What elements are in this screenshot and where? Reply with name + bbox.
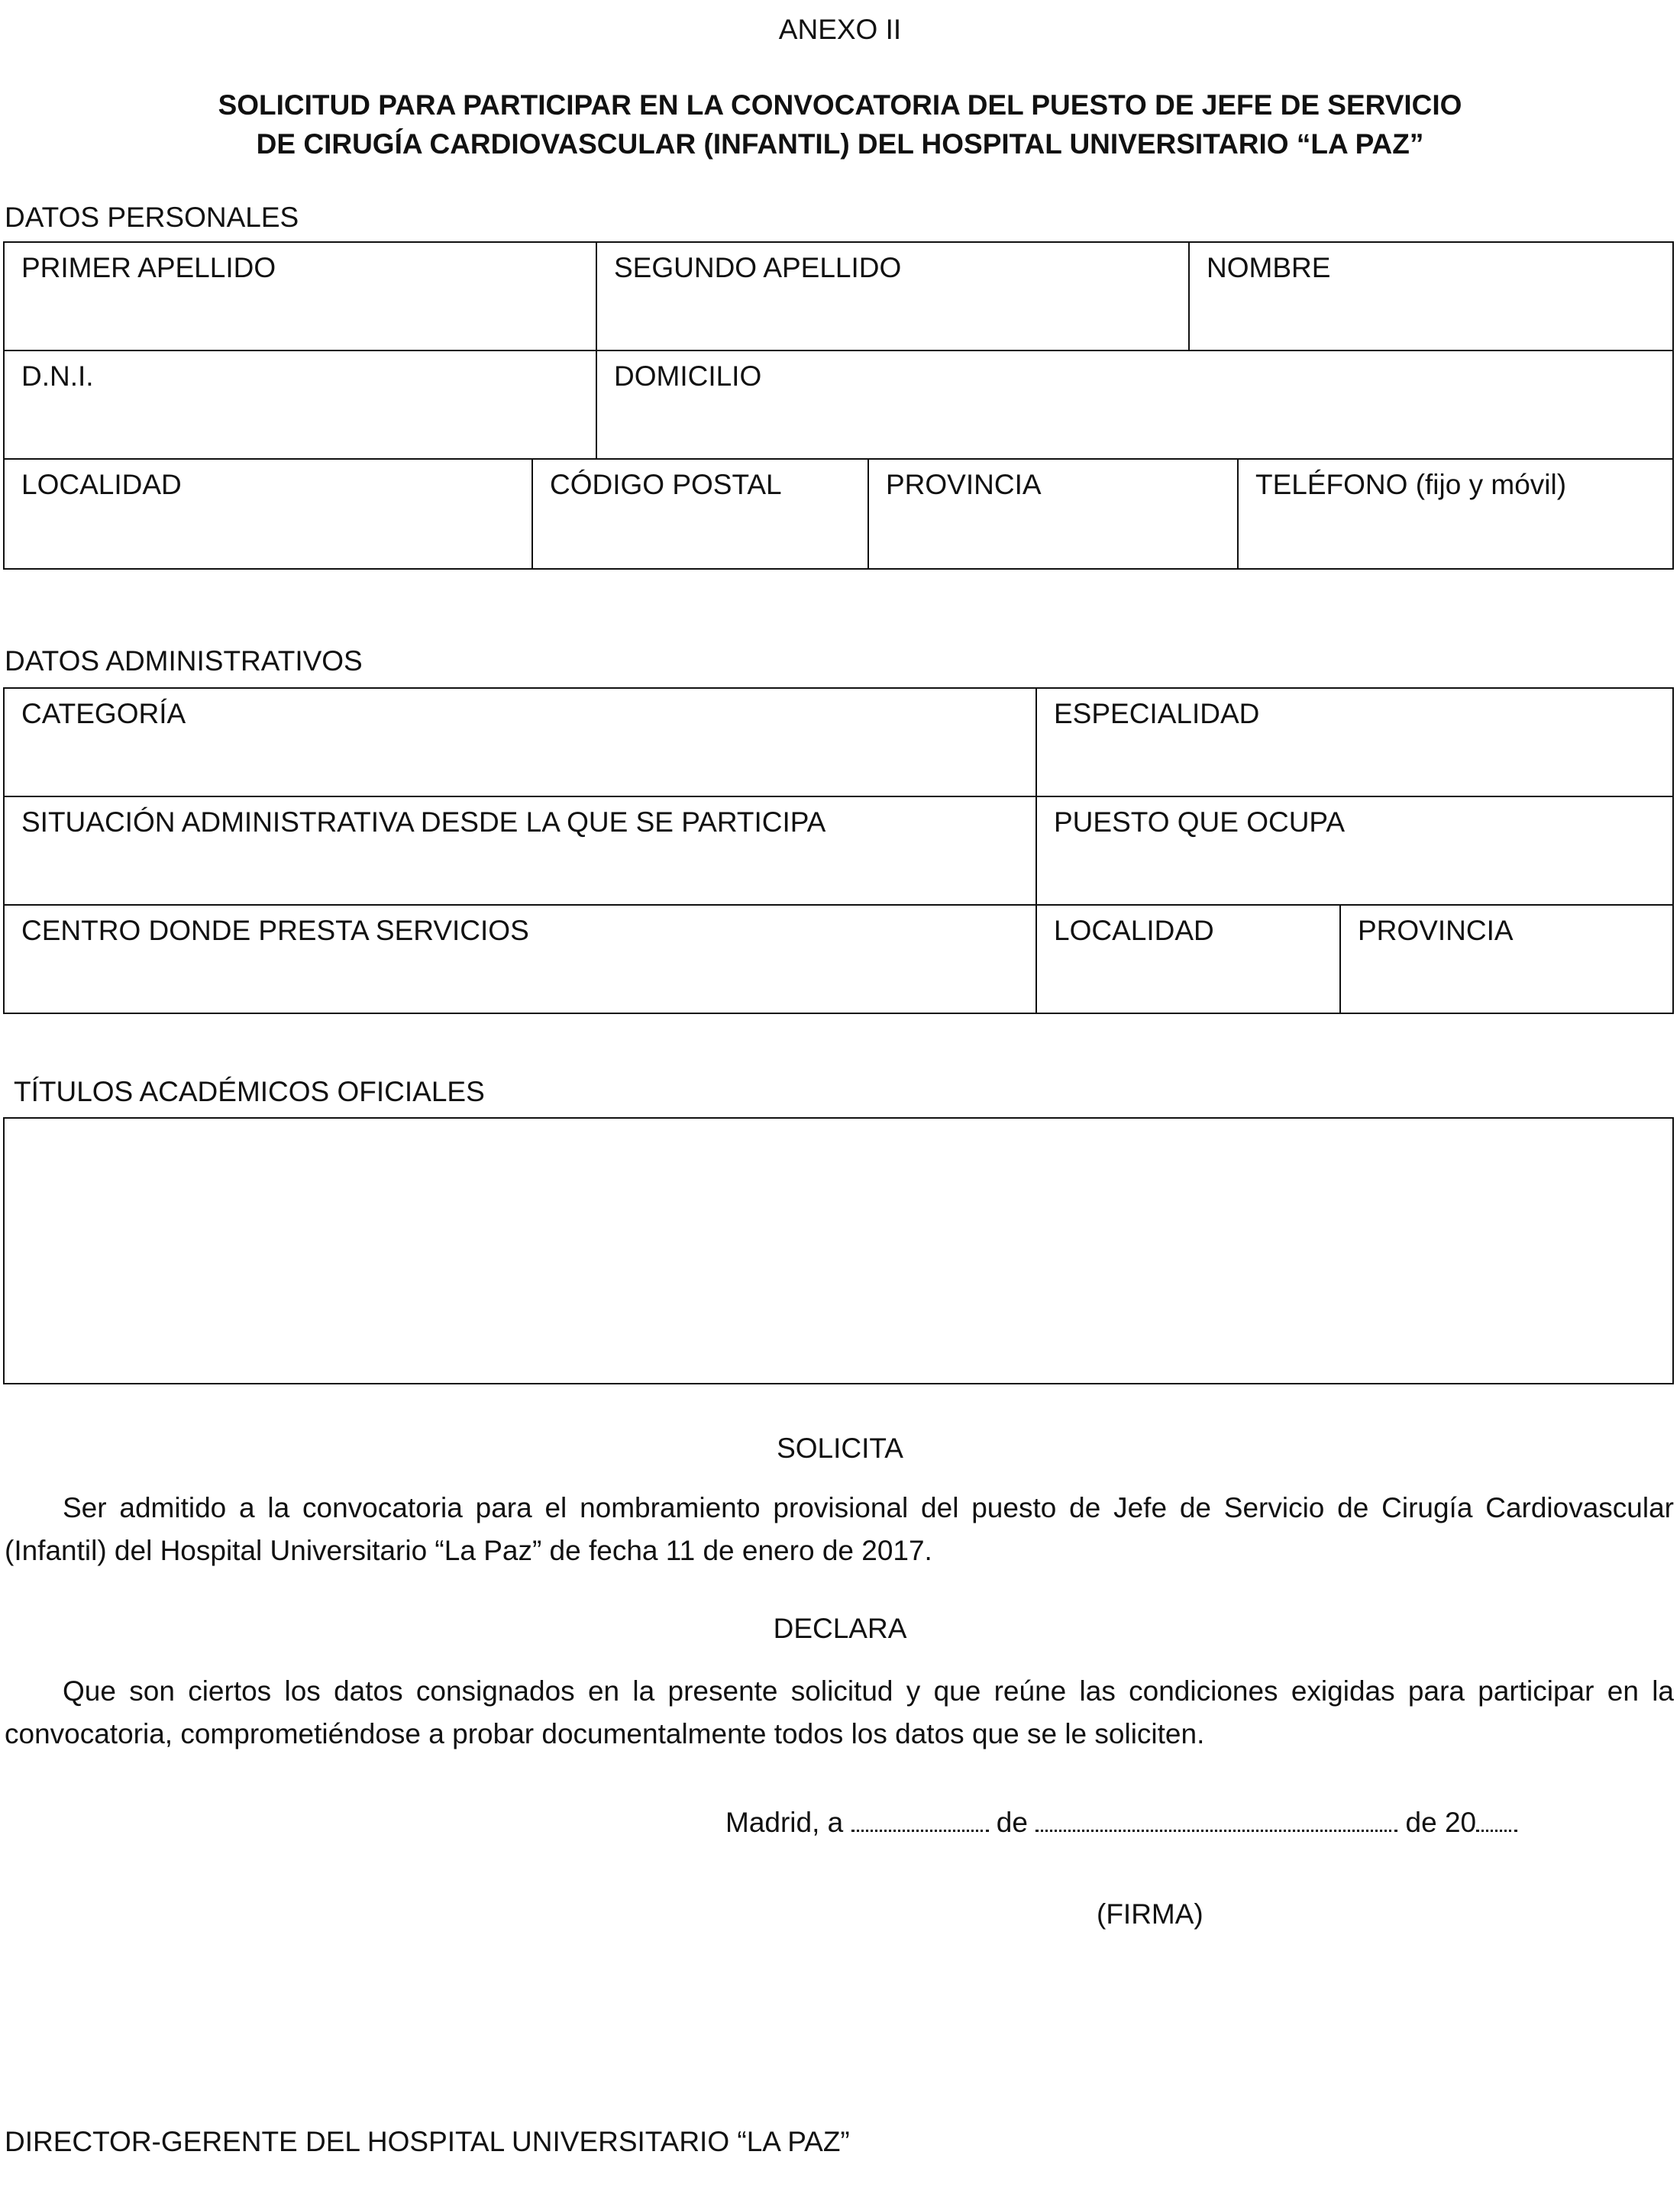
localidad-field[interactable] (5, 460, 531, 568)
segundo-apellido-label: SEGUNDO APELLIDO (614, 252, 902, 283)
centro-field[interactable] (5, 906, 1035, 1013)
section-label-administrativos: DATOS ADMINISTRATIVOS (5, 645, 363, 677)
date-place: Madrid, a (725, 1807, 844, 1838)
telefono-label: TELÉFONO (fijo y móvil) (1255, 469, 1567, 500)
puesto-field[interactable] (1035, 797, 1672, 904)
date-de: de (996, 1807, 1028, 1838)
dni-field[interactable] (5, 351, 596, 458)
localidad-label: LOCALIDAD (21, 469, 182, 500)
page-title (0, 86, 1680, 163)
admin-row-1 (5, 689, 1672, 797)
title-line-1: SOLICITUD PARA PARTICIPAR EN LA CONVOCATORIA DEL PUESTO DE JEFE DE SERVICIO (218, 89, 1462, 121)
personal-row-1 (5, 243, 1672, 351)
especialidad-field[interactable] (1035, 689, 1672, 796)
section-label-personal: DATOS PERSONALES (5, 202, 299, 233)
codigo-postal-field[interactable] (531, 460, 867, 568)
segundo-apellido-field[interactable] (596, 243, 1188, 350)
declara-text: Que son ciertos los datos consignados en la presente solicitud y que reúne las condiciones exigidas para participar en la convocatoria, comprometiéndose a probar documentalmente todos los datos que se le soliciten. (5, 1675, 1674, 1749)
personal-row-2 (5, 351, 1672, 460)
nombre-field[interactable] (1188, 243, 1672, 350)
section-label-titulos: TÍTULOS ACADÉMICOS OFICIALES (14, 1076, 485, 1107)
admin-localidad-label: LOCALIDAD (1054, 915, 1214, 946)
solicita-text: Ser admitido a la convocatoria para el nombramiento provisional del puesto de Jefe de Servicio de Cirugía Cardiovascular (Infantil) del Hospital Universitario “La Paz” de fecha 11 de enero de 2017. (5, 1492, 1674, 1566)
situacion-field[interactable] (5, 797, 1035, 904)
codigo-postal-label: CÓDIGO POSTAL (550, 469, 782, 500)
categoria-field[interactable] (5, 689, 1035, 796)
admin-localidad-field[interactable] (1035, 906, 1339, 1013)
annex-label: ANEXO II (778, 14, 902, 45)
puesto-label: PUESTO QUE OCUPA (1054, 806, 1346, 838)
declara-heading: DECLARA (773, 1613, 907, 1644)
date-line (725, 1807, 1517, 1839)
admin-provincia-field[interactable] (1339, 906, 1672, 1013)
admin-provincia-label: PROVINCIA (1358, 915, 1514, 946)
provincia-label: PROVINCIA (886, 469, 1042, 500)
situacion-label: SITUACIÓN ADMINISTRATIVA DESDE LA QUE SE PARTICIPA (21, 806, 826, 838)
dni-label: D.N.I. (21, 360, 94, 392)
day-blank[interactable] (851, 1808, 989, 1832)
personal-data-table (3, 241, 1674, 570)
admin-row-3 (5, 906, 1672, 1013)
provincia-field[interactable] (867, 460, 1237, 568)
telefono-field[interactable] (1237, 460, 1672, 568)
year-blank[interactable] (1476, 1808, 1517, 1832)
nombre-label: NOMBRE (1207, 252, 1331, 283)
titulos-field[interactable] (3, 1117, 1674, 1384)
solicita-heading: SOLICITA (777, 1433, 903, 1464)
categoria-label: CATEGORÍA (21, 698, 186, 729)
domicilio-field[interactable] (596, 351, 1672, 458)
title-line-2: DE CIRUGÍA CARDIOVASCULAR (INFANTIL) DEL HOSPITAL UNIVERSITARIO “LA PAZ” (256, 128, 1424, 160)
month-blank[interactable] (1035, 1808, 1397, 1832)
personal-row-3 (5, 460, 1672, 568)
signature-label: (FIRMA) (1097, 1898, 1203, 1930)
especialidad-label: ESPECIALIDAD (1054, 698, 1260, 729)
admin-row-2 (5, 797, 1672, 906)
centro-label: CENTRO DONDE PRESTA SERVICIOS (21, 915, 529, 946)
primer-apellido-field[interactable] (5, 243, 596, 350)
domicilio-label: DOMICILIO (614, 360, 762, 392)
date-de20: de 20 (1405, 1807, 1477, 1838)
administrative-data-table (3, 687, 1674, 1014)
addressee: DIRECTOR-GERENTE DEL HOSPITAL UNIVERSITARIO “LA PAZ” (5, 2126, 850, 2157)
primer-apellido-label: PRIMER APELLIDO (21, 252, 276, 283)
